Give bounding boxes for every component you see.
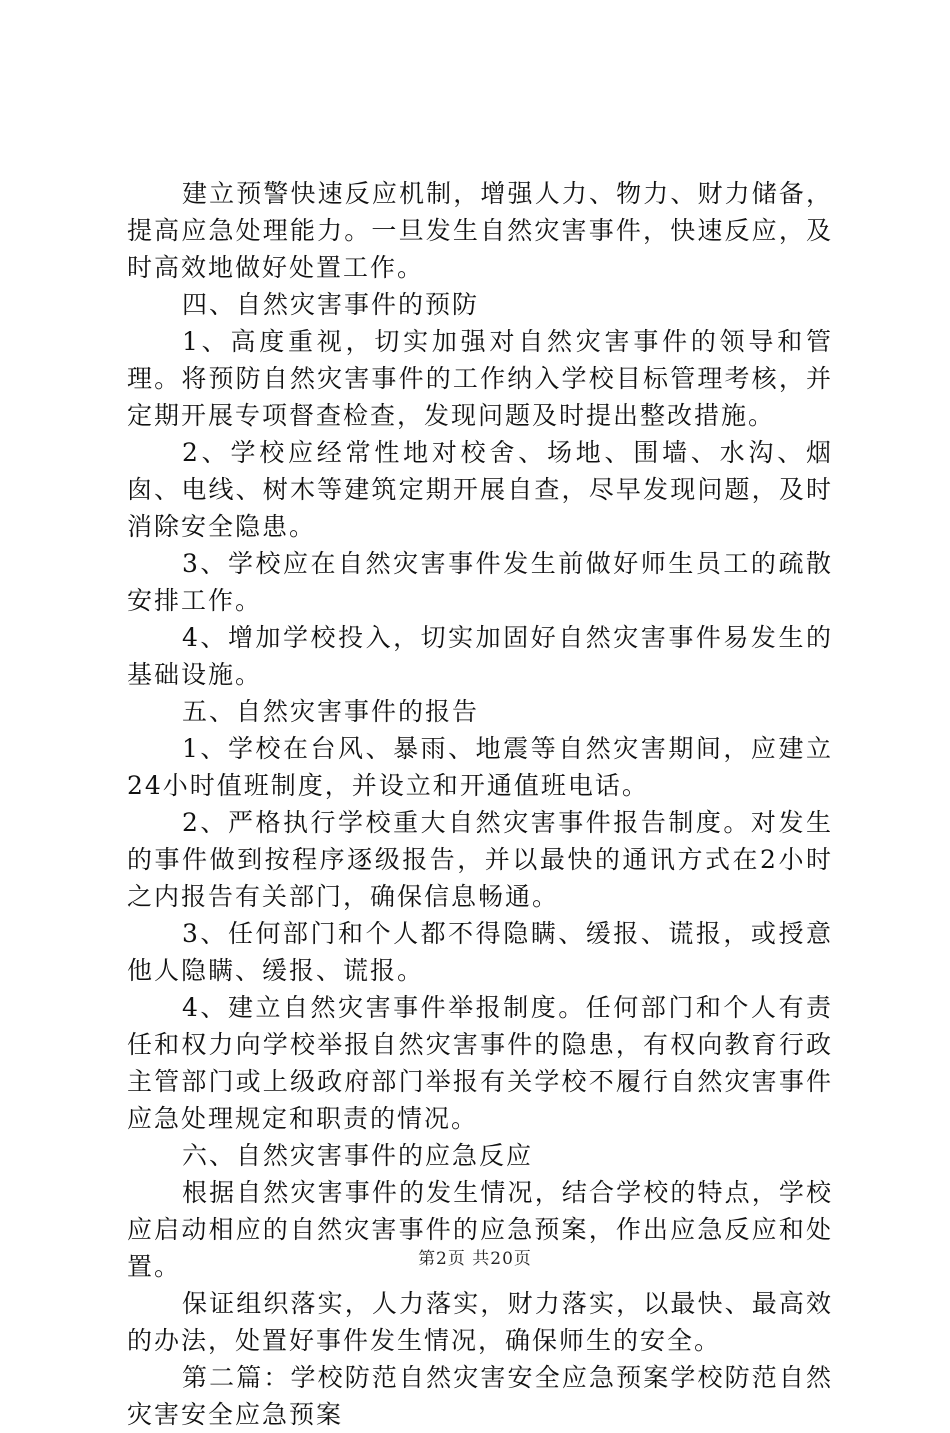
section-heading: 六、自然灾害事件的应急反应: [182, 1141, 534, 1170]
paragraph: 第二篇：学校防范自然灾害安全应急预案学校防范自然灾害安全应急预案: [127, 1363, 833, 1429]
page-number-footer: 第2页 共20页: [418, 1249, 532, 1269]
paragraph: 4、增加学校投入，切实加固好自然灾害事件易发生的基础设施。: [127, 623, 833, 689]
paragraph: 保证组织落实，人力落实，财力落实，以最快、最高效的办法，处置好事件发生情况，确保师生的安全。: [127, 1289, 833, 1355]
paragraph: 1、高度重视，切实加强对自然灾害事件的领导和管理。将预防自然灾害事件的工作纳入学校目标管理考核，并定期开展专项督查检查，发现问题及时提出整改措施。: [127, 327, 833, 430]
paragraph: 1、学校在台风、暴雨、地震等自然灾害期间，应建立24小时值班制度，并设立和开通值班电话。: [127, 734, 833, 800]
paragraph: 3、学校应在自然灾害事件发生前做好师生员工的疏散安排工作。: [127, 549, 833, 615]
paragraph: 根据自然灾害事件的发生情况，结合学校的特点，学校应启动相应的自然灾害事件的应急预案，作出应急反应和处置。: [127, 1178, 833, 1281]
paragraph: 3、任何部门和个人都不得隐瞒、缓报、谎报，或授意他人隐瞒、缓报、谎报。: [127, 919, 833, 985]
paragraph: 2、严格执行学校重大自然灾害事件报告制度。对发生的事件做到按程序逐级报告，并以最快的通讯方式在2小时之内报告有关部门，确保信息畅通。: [127, 808, 833, 911]
section-heading: 四、自然灾害事件的预防: [182, 290, 480, 319]
paragraph: 2、学校应经常性地对校舍、场地、围墙、水沟、烟囱、电线、树木等建筑定期开展自查，尽早发现问题，及时消除安全隐患。: [127, 438, 833, 541]
paragraph: 4、建立自然灾害事件举报制度。任何部门和个人有责任和权力向学校举报自然灾害事件的隐患，有权向教育行政主管部门或上级政府部门举报有关学校不履行自然灾害事件应急处理规定和职责的情况。: [127, 993, 833, 1133]
section-heading: 五、自然灾害事件的报告: [182, 697, 480, 726]
paragraph: 建立预警快速反应机制，增强人力、物力、财力储备，提高应急处理能力。一旦发生自然灾害事件，快速反应，及时高效地做好处置工作。: [127, 179, 833, 282]
